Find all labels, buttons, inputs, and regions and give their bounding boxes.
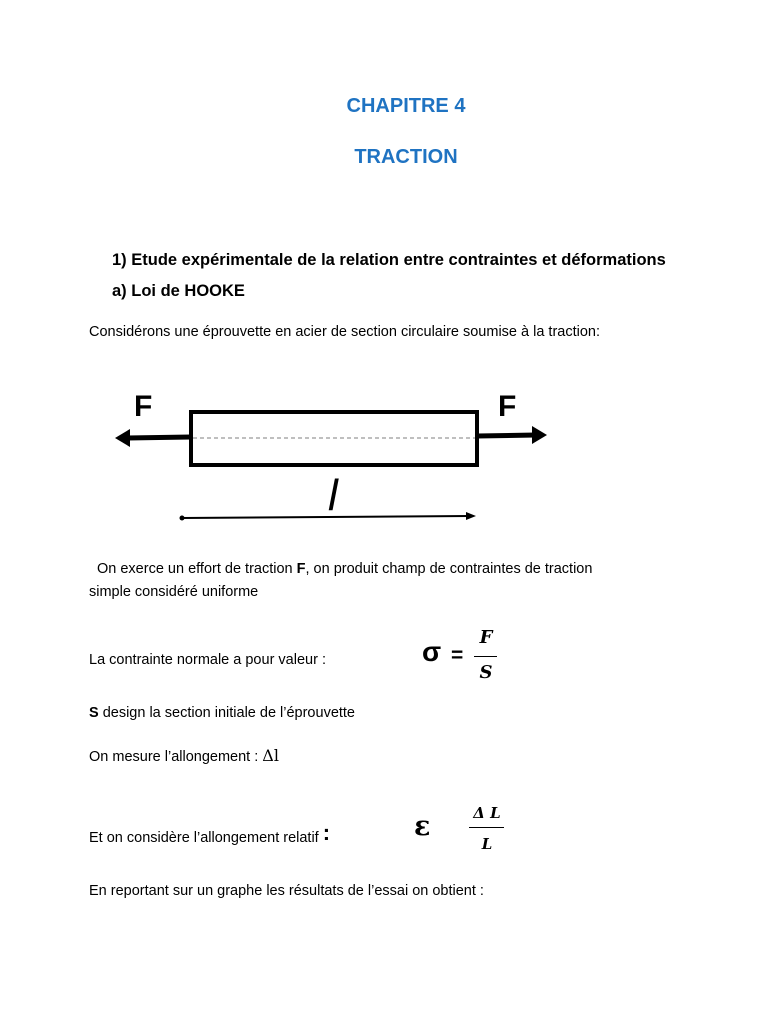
strain-denominator: L: [481, 835, 493, 853]
traction-paragraph-line2: simple considéré uniforme: [89, 584, 259, 600]
section-heading: 1) Etude expérimentale de la relation entre contraintes et déformations: [112, 251, 666, 269]
length-arrowhead: [466, 512, 476, 520]
elongation-line: On mesure l’allongement : Δl: [89, 746, 279, 765]
chapter-title: CHAPITRE 4: [346, 95, 466, 117]
right-arrowhead: [532, 426, 547, 444]
stress-denominator: S: [479, 662, 493, 683]
epsilon-symbol: ε: [414, 811, 431, 842]
chapter-subtitle: TRACTION: [354, 146, 458, 168]
strain-label: Et on considère l’allongement relatif :: [89, 820, 331, 846]
equals-sign: =: [451, 644, 464, 667]
section-symbol: S: [89, 705, 99, 721]
section-subheading: a) Loi de HOOKE: [112, 282, 245, 300]
force-right-label: F: [498, 390, 517, 423]
sigma-symbol: σ: [422, 636, 442, 667]
conclusion-text: En reportant sur un graphe les résultats de l’essai on obtient :: [89, 883, 484, 899]
traction-paragraph-line1: On exerce un effort de traction F, on produit champ de contraintes de traction: [97, 561, 593, 577]
strain-numerator: Δ L: [473, 804, 501, 822]
strain-fraction-bar: [469, 827, 504, 828]
stress-label: La contrainte normale a pour valeur :: [89, 652, 326, 668]
stress-numerator: F: [479, 627, 493, 648]
left-force-arrow: [126, 437, 191, 438]
force-left-label: F: [134, 390, 153, 423]
length-label: l: [328, 471, 338, 520]
length-dimension-line: [182, 516, 470, 518]
delta-l-symbol: Δl: [262, 746, 279, 765]
stress-fraction-bar: [474, 656, 497, 657]
right-force-arrow: [477, 435, 536, 436]
force-symbol: F: [296, 561, 306, 577]
traction-diagram: [100, 380, 560, 530]
left-arrowhead: [115, 429, 130, 447]
section-definition: S design la section initiale de l’éprouvette: [89, 705, 355, 721]
intro-text: Considérons une éprouvette en acier de section circulaire soumise à la traction:: [89, 324, 600, 340]
